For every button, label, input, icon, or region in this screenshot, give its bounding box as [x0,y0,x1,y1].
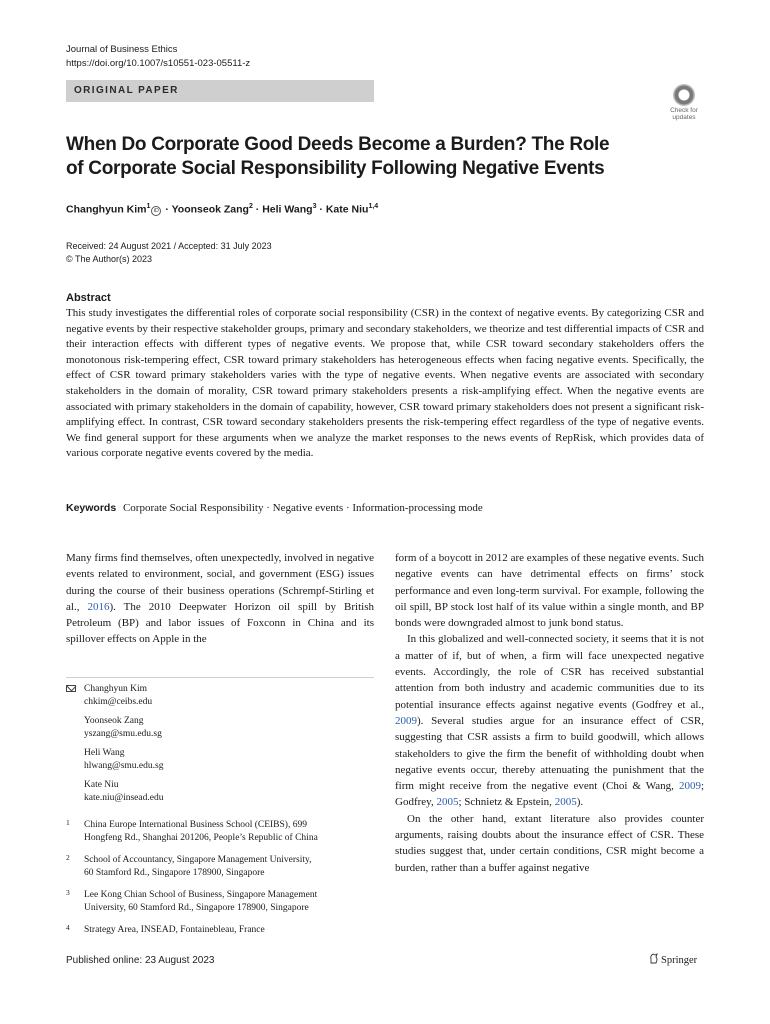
contact-email[interactable]: chkim@ceibs.edu [84,697,153,707]
title-line-2: of Corporate Social Responsibility Following Negative Events [66,158,605,179]
contact-block [66,683,374,946]
author-name[interactable]: Changhyun Kim [66,203,147,216]
keywords-heading: Keywords [66,502,117,514]
citation-link[interactable]: 2016 [87,600,110,613]
journal-header [66,43,250,71]
body-paragraph: form of a boycott in 2012 are examples of these negative events. Such negative events can have detrimental effects on firms’ stock performance and even long-term survival. For example, following the oil spill, BP stock lost half of its value within a single month, and BP bonds were downgraded almost to junk bond status. [395,552,704,630]
received-accepted: Received: 24 August 2021 / Accepted: 31 July 2023 [66,241,272,251]
article-dates [66,240,272,266]
keywords [66,502,704,514]
contact-name: Yoonseok Zang [84,716,144,726]
published-online: Published online: 23 August 2023 [66,955,215,966]
citation-link[interactable]: 2009 [678,780,701,793]
body-left-column [66,550,374,648]
author-name[interactable]: Kate Niu [325,203,369,216]
contact-name: Changhyun Kim [84,684,148,694]
publisher-logo [649,953,697,966]
copyright: © The Author(s) 2023 [66,254,153,264]
affiliation: 1 China Europe International Business School (CEIBS), 699 Hongfeng Rd., Shanghai 201206, People’s Republic of China [66,818,318,843]
author-name[interactable]: Heli Wang [262,203,313,216]
body-right-column [395,550,704,876]
check-for-updates-icon [673,84,695,106]
check-for-updates-badge[interactable] [664,84,704,124]
citation-link[interactable]: 2005 [436,796,459,809]
contact-email[interactable]: hlwang@smu.edu.sg [84,761,164,771]
affiliation: 2 School of Accountancy, Singapore Management University, 60 Stamford Rd., Singapore 178900, Singapore [66,853,312,878]
contact-entry [66,747,374,773]
contact-email[interactable]: yszang@smu.edu.sg [84,729,162,739]
paper-title [66,133,626,181]
badge-line1: Check for [670,107,698,114]
keywords-text: Corporate Social Responsibility · Negative events · Information-processing mode [122,502,483,514]
badge-line2: updates [672,114,696,121]
orcid-icon[interactable]: iD [151,206,161,216]
title-line-1: When Do Corporate Good Deeds Become a Burden? The Role [66,134,610,155]
abstract-text: This study investigates the differential roles of corporate social responsibility (CSR) in the context of negative events. By categorizing CSR and negative events by their respective stakeholder groups, primary and secondary stakeholders, we theorize and test differential impacts of CSR and their interaction effects with different types of negative events. We propose that, while CSR toward secondary stakeholders offers the monotonous risk-tempering effect, CSR toward primary stakeholders has heterogeneous effects when facing negative events. Specifically, the effect of CSR toward primary stakeholders varies with the type of negative events. When negative events are associated with secondary stakeholders in the domain of morality, CSR toward primary stakeholders presents a risk-amplifying effect. When the negative events are associated with primary stakeholders in the domain of capability, however, CSR toward primary stakeholders does not present a significant risk-amplifying effect. In contrast, CSR toward secondary stakeholders presents the risk-tempering effect regardless of the type of negative events. We find general support for these arguments when we analyze the market responses to the news events of RepRisk, which provides data of various corporate negative events covered by the media. [66,307,704,460]
contact-entry [66,779,374,805]
contact-email[interactable]: kate.niu@insead.edu [84,793,164,803]
author-affil-sup: 3 [312,203,317,210]
contact-name: Heli Wang [84,748,125,758]
envelope-icon [66,685,76,692]
springer-horse-icon [649,953,659,964]
author-list: Changhyun Kim$^1$iD · Yoonseok Zang$^2$ · Heli Wang$^3$ · Kate Niu$^{1,4}$ [66,203,379,216]
doi-link[interactable]: https://doi.org/10.1007/s10551-023-05511-z [66,58,251,69]
footnote-divider [66,677,374,678]
author-affil-sup: 2 [248,203,253,210]
author-affil-sup: 1 [146,203,151,210]
body-paragraph: On the other hand, extant literature also provides counter arguments, raising doubts about the insurance effect of CSR. These studies suggest that, under certain conditions, CSR might become a burden, rather than a buffer against negative [395,812,704,874]
affiliation-number: 2 [66,853,70,862]
author-name[interactable]: Yoonseok Zang [171,203,249,216]
abstract-heading: Abstract [66,292,111,304]
citation-link[interactable]: 2005 [554,796,577,809]
affiliation-number: 4 [66,923,70,932]
article-type-banner: ORIGINAL PAPER [66,80,374,102]
journal-name: Journal of Business Ethics [66,44,178,55]
contact-name: Kate Niu [84,780,119,790]
affiliation-number: 3 [66,888,70,897]
publisher-name: Springer [661,955,698,966]
affiliation-number: 1 [66,818,70,827]
contact-entry [66,715,374,741]
citation-link[interactable]: 2009 [395,714,417,727]
body-paragraph: In this globalized and well-connected society, it seems that it is not a matter of if, but of when, a firm will face unexpected negative events. Accordingly, the role of CSR has received substantial attention from both industry and academic communities due to its potential insurance effects against negative events (Godfrey et al., 2009). Several studies argue for an insurance effect of CSR, suggesting that CSR assists a firm to build goodwill, which allows stakeholders to give the firm the benefit of withholding doubt when negative events occur, thereby attenuating the punishment that the firm might receive from the negative event (Choi & Wang, 2009; Godfrey, 2005; Schnietz & Epstein, 2005). [395,633,704,809]
body-paragraph: Many firms find themselves, often unexpectedly, involved in negative events related to environment, social, and government (ESG) issues during the course of their business operations (Schrempf-Stirling et al., 2016). The 2010 Deepwater Horizon oil spill by British Petroleum (BP) and labor issues of Foxconn in China and its spillover effects on Apple in the [66,552,374,646]
affiliation: 3 Lee Kong Chian School of Business, Singapore Management University, 60 Stamford Rd., Singapore 178900, Singapore [66,888,318,913]
affiliation: 4 Strategy Area, INSEAD, Fontainebleau, France [66,923,265,935]
contact-entry [66,683,374,709]
author-affil-sup: 1,4 [368,203,379,210]
